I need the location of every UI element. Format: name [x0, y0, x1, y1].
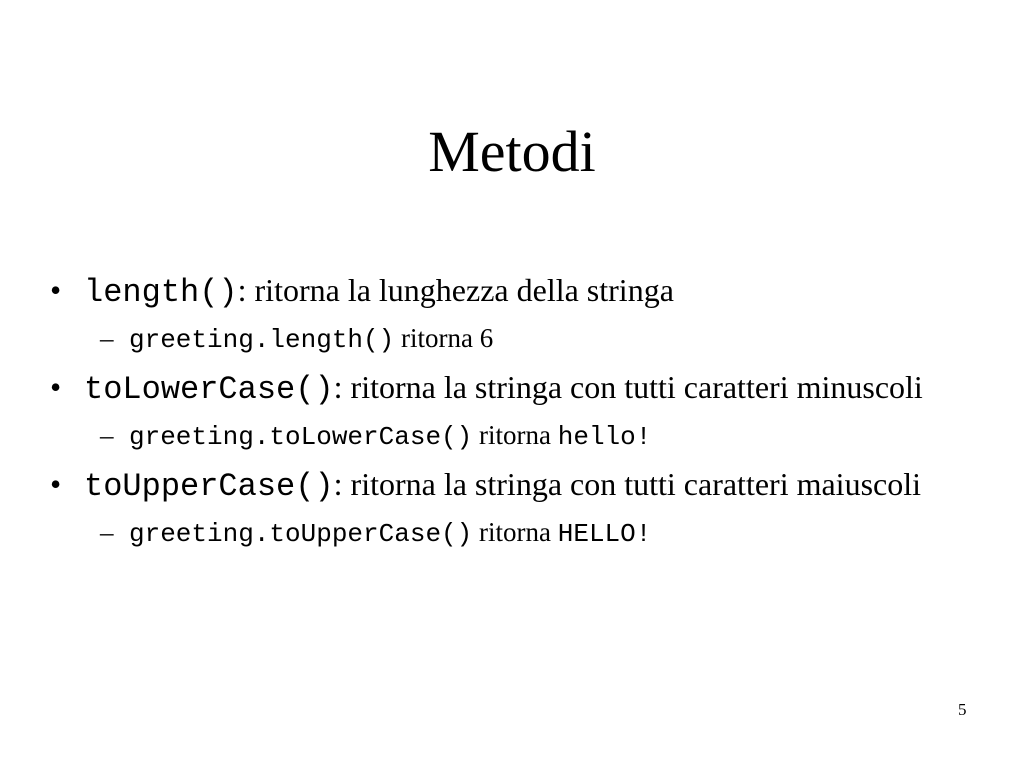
example-item-length	[50, 315, 980, 363]
slide-title: Metodi	[428, 119, 596, 184]
bullet-item-touppercase	[50, 462, 980, 509]
bullet-icon: •	[50, 272, 62, 308]
example-result: hello!	[557, 422, 652, 452]
dash-icon: –	[100, 420, 114, 450]
method-description: : ritorna la stringa con tutti caratteri maiuscoli	[333, 466, 921, 502]
method-name: length()	[84, 274, 238, 311]
method-name: toLowerCase()	[84, 371, 334, 408]
page-number: 5	[958, 700, 967, 719]
example-text: ritorna	[472, 420, 558, 450]
example-result: HELLO!	[557, 519, 652, 549]
bullet-icon: •	[50, 466, 62, 502]
example-text: ritorna 6	[394, 323, 494, 353]
method-description: : ritorna la lunghezza della stringa	[237, 272, 674, 308]
bullet-item-tolowercase	[50, 365, 980, 412]
dash-icon: –	[100, 517, 114, 547]
dash-icon: –	[100, 323, 114, 353]
example-item-touppercase	[50, 509, 980, 557]
method-description: : ritorna la stringa con tutti caratteri minuscoli	[333, 369, 923, 405]
example-code: greeting.length()	[129, 325, 395, 355]
example-code: greeting.toLowerCase()	[129, 422, 473, 452]
example-text: ritorna	[472, 517, 558, 547]
bullet-list	[50, 268, 980, 559]
bullet-item-length	[50, 268, 980, 315]
example-item-tolowercase	[50, 412, 980, 460]
bullet-icon: •	[50, 369, 62, 405]
example-code: greeting.toUpperCase()	[129, 519, 473, 549]
method-name: toUpperCase()	[84, 468, 334, 505]
